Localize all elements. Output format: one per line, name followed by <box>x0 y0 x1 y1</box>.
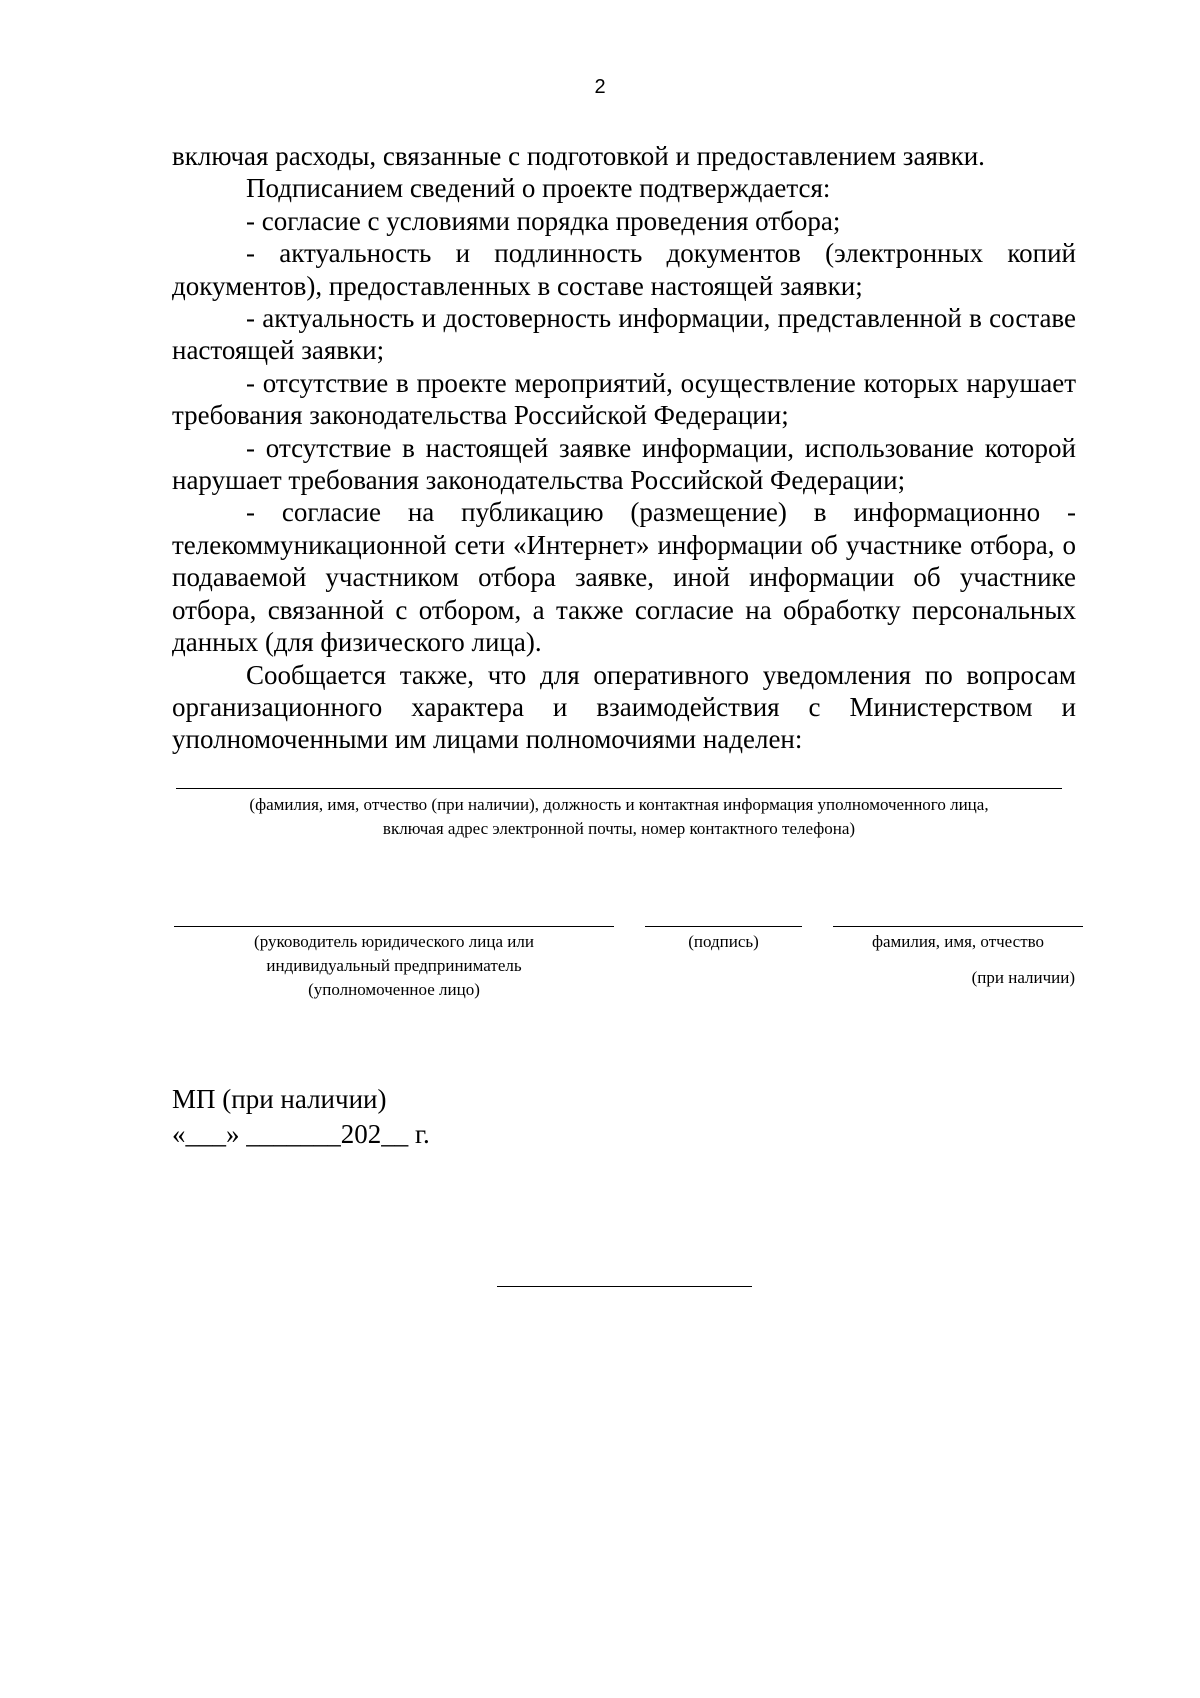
paragraph-continuation: включая расходы, связанные с подготовкой и предоставлением заявки. <box>172 141 985 171</box>
contact-caption-line2: включая адрес электронной почты, номер контактного телефона) <box>382 819 856 838</box>
end-divider <box>497 1286 752 1287</box>
paragraph-no-illegal-activities: - отсутствие в проекте мероприятий, осуществление которых нарушает требования законодательства Российской Федерации; <box>172 367 1076 431</box>
signature-caption: (подпись) <box>688 932 759 951</box>
contact-caption <box>176 793 1062 841</box>
paragraph-consent-conditions: - согласие с условиями порядка проведения отбора; <box>246 205 841 236</box>
paragraph-authorized-person: Сообщается также, что для оперативного уведомления по вопросам организационного характера и взаимодействия с Министерством и уполномоченными им лицами полномочиями наделен: <box>172 659 1076 755</box>
signature-fill-line <box>645 926 802 927</box>
head-caption <box>174 930 614 1002</box>
paragraph-confirmation-intro: Подписанием сведений о проекте подтверждается: <box>246 173 831 204</box>
paragraph-information-accuracy: - актуальность и достоверность информации, представленной в составе настоящей заявки; <box>172 303 1076 366</box>
paragraph-documents-authenticity: - актуальность и подлинность документов (электронных копий документов), предоставленных в составе настоящей заявки; <box>172 238 1076 301</box>
body-text <box>172 140 1076 756</box>
date-line: «___» _______202__ г. <box>172 1119 430 1149</box>
name-fill-line <box>833 926 1083 927</box>
head-caption-line2: индивидуальный предприниматель <box>266 956 522 975</box>
head-caption-line3: (уполномоченное лицо) <box>308 980 480 999</box>
name-caption: фамилия, имя, отчество <box>871 932 1045 951</box>
contact-caption-line1: (фамилия, имя, отчество (при наличии), должность и контактная информация уполномоченного лица, <box>249 795 989 814</box>
paragraph-no-illegal-information: - отсутствие в настоящей заявке информации, использование которой нарушает требования законодательства Российской Федерации; <box>172 432 1076 496</box>
name-caption-note: (при наличии) <box>971 968 1075 987</box>
page-number: 2 <box>594 76 606 98</box>
head-fill-line <box>174 926 614 927</box>
head-caption-line1: (руководитель юридического лица или <box>254 932 534 951</box>
stamp-label: МП (при наличии) <box>172 1084 387 1114</box>
contact-fill-line <box>176 788 1062 789</box>
paragraph-publication-consent: - согласие на публикацию (размещение) в информационно - телекоммуникационной сети «Интернет» информации об участнике отбора, о подаваемой участником отбора заявке, иной информации об участнике отбора, связанной с отбором, а также согласие на обработку персональных данных (для физического лица). <box>172 497 1076 658</box>
